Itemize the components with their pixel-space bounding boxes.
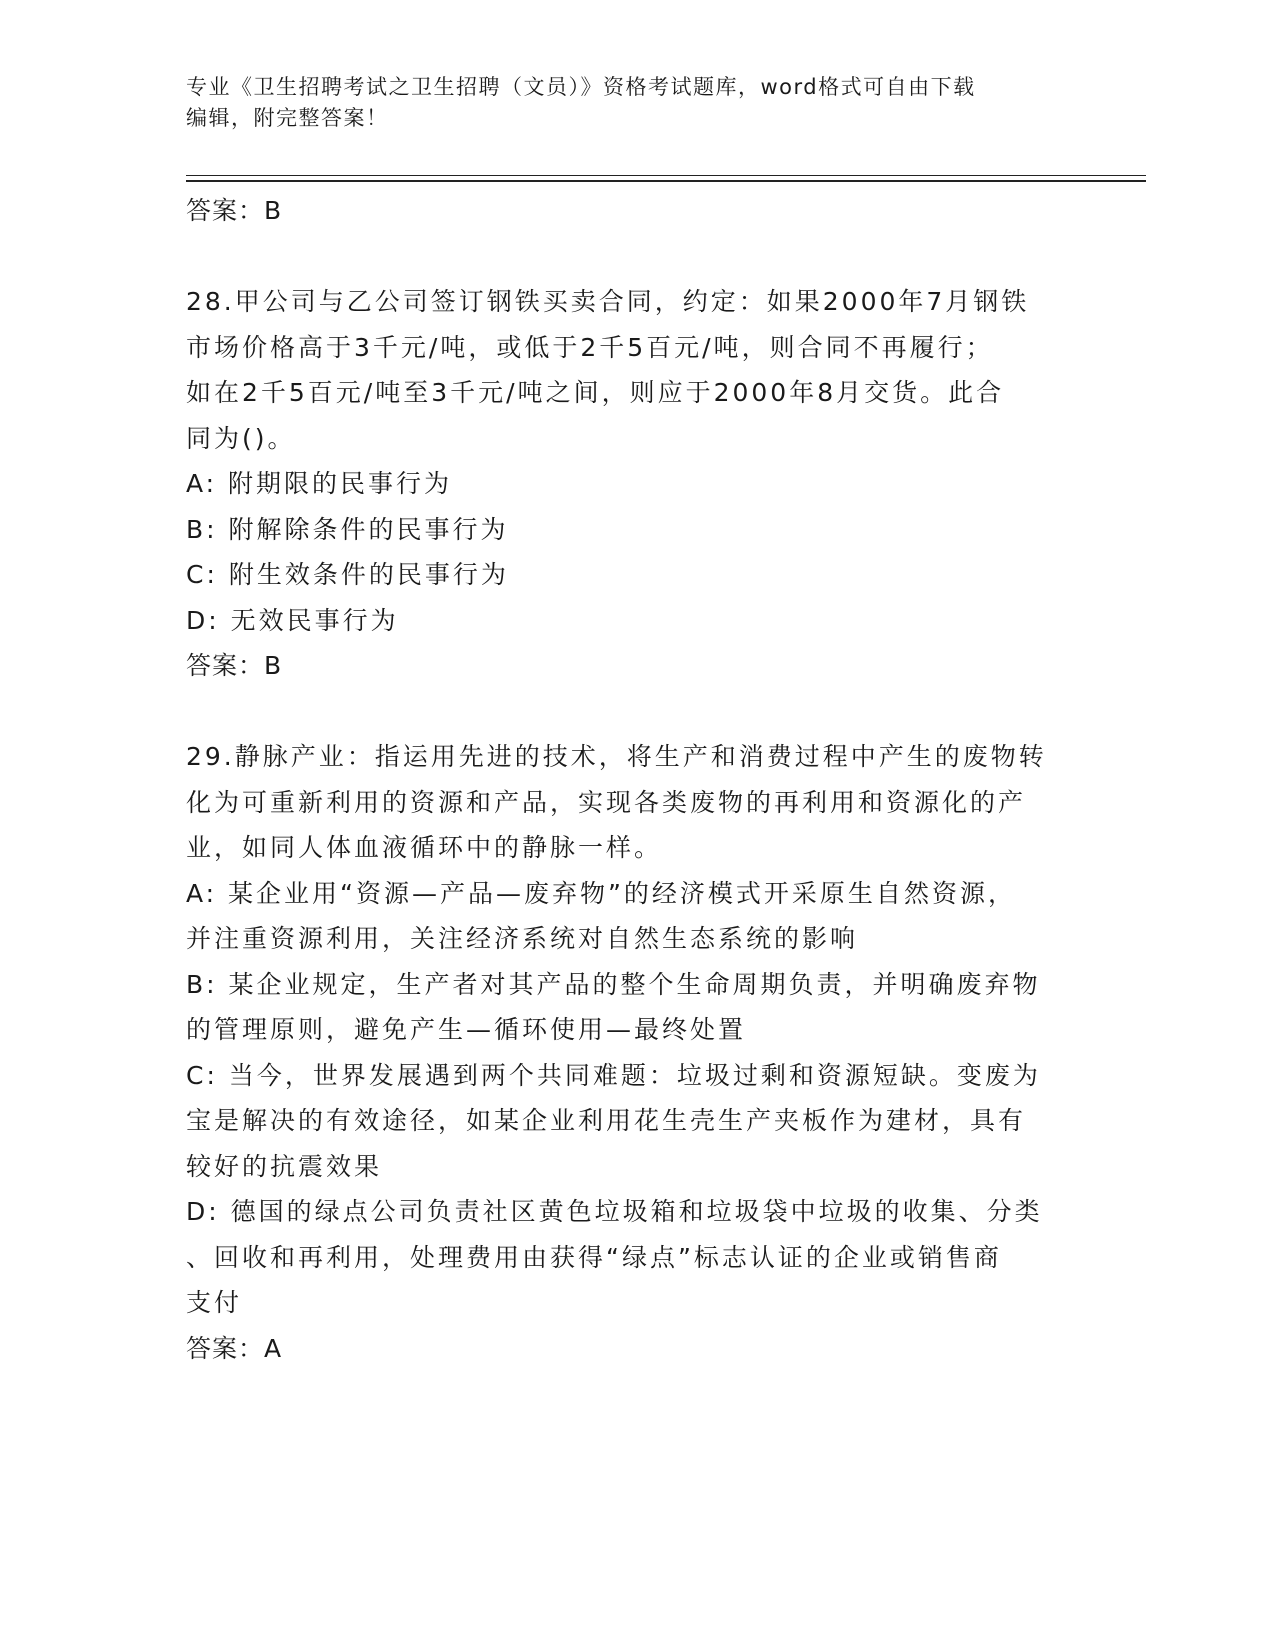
question-stem-line: 市场价格高于3千元/吨，或低于2千5百元/吨，则合同不再履行； (186, 332, 994, 362)
spacer (186, 234, 1086, 280)
header-line: 编辑，附完整答案！ (186, 106, 389, 130)
option-c: C: 当今，世界发展遇到两个共同难题：垃圾过剩和资源短缺。变废为 (186, 1060, 1041, 1090)
spacer (186, 689, 1086, 735)
document-body (186, 188, 1086, 1371)
header-divider-thick (186, 180, 1146, 182)
option-b: B: 某企业规定，生产者对其产品的整个生命周期负责，并明确废弃物 (186, 969, 1041, 999)
option-d: D: 无效民事行为 (186, 605, 399, 635)
answer-28: 答案：B (186, 651, 283, 680)
question-28 (186, 279, 1086, 689)
question-stem-line: 29.静脉产业：指运用先进的技术，将生产和消费过程中产生的废物转 (186, 742, 1047, 771)
page-header (186, 72, 1086, 134)
question-stem-line: 同为()。 (186, 423, 296, 453)
question-stem-line: 28.甲公司与乙公司签订钢铁买卖合同，约定：如果2000年7月钢铁 (186, 287, 1030, 316)
answer-previous: 答案：B (186, 196, 283, 225)
header-divider-thin (186, 175, 1146, 176)
question-stem-line: 化为可重新利用的资源和产品，实现各类废物的再利用和资源化的产 (186, 787, 1027, 817)
question-29 (186, 734, 1086, 1371)
option-b: B: 附解除条件的民事行为 (186, 514, 509, 544)
option-a: 并注重资源利用，关注经济系统对自然生态系统的影响 (186, 924, 859, 953)
option-c: 较好的抗震效果 (186, 1151, 383, 1181)
option-c: C: 附生效条件的民事行为 (186, 560, 509, 589)
option-a: A: 某企业用“资源—产品—废弃物”的经济模式开采原生自然资源， (186, 878, 1016, 908)
header-line: 专业《卫生招聘考试之卫生招聘（文员）》资格考试题库，word格式可自由下载 (186, 75, 976, 99)
option-d: 支付 (186, 1288, 243, 1317)
option-c: 宝是解决的有效途径，如某企业利用花生壳生产夹板作为建材，具有 (186, 1106, 1027, 1135)
answer-29: 答案：A (186, 1333, 283, 1363)
option-d: D: 德国的绿点公司负责社区黄色垃圾箱和垃圾袋中垃圾的收集、分类 (186, 1197, 1043, 1226)
question-stem-line: 如在2千5百元/吨至3千元/吨之间，则应于2000年8月交货。此合 (186, 378, 1005, 407)
option-d: 、回收和再利用，处理费用由获得“绿点”标志认证的企业或销售商 (186, 1242, 1002, 1272)
option-a: A: 附期限的民事行为 (186, 469, 453, 498)
option-b: 的管理原则，避免产生—循环使用—最终处置 (186, 1015, 747, 1044)
question-stem-line: 业，如同人体血液循环中的静脉一样。 (186, 833, 663, 862)
